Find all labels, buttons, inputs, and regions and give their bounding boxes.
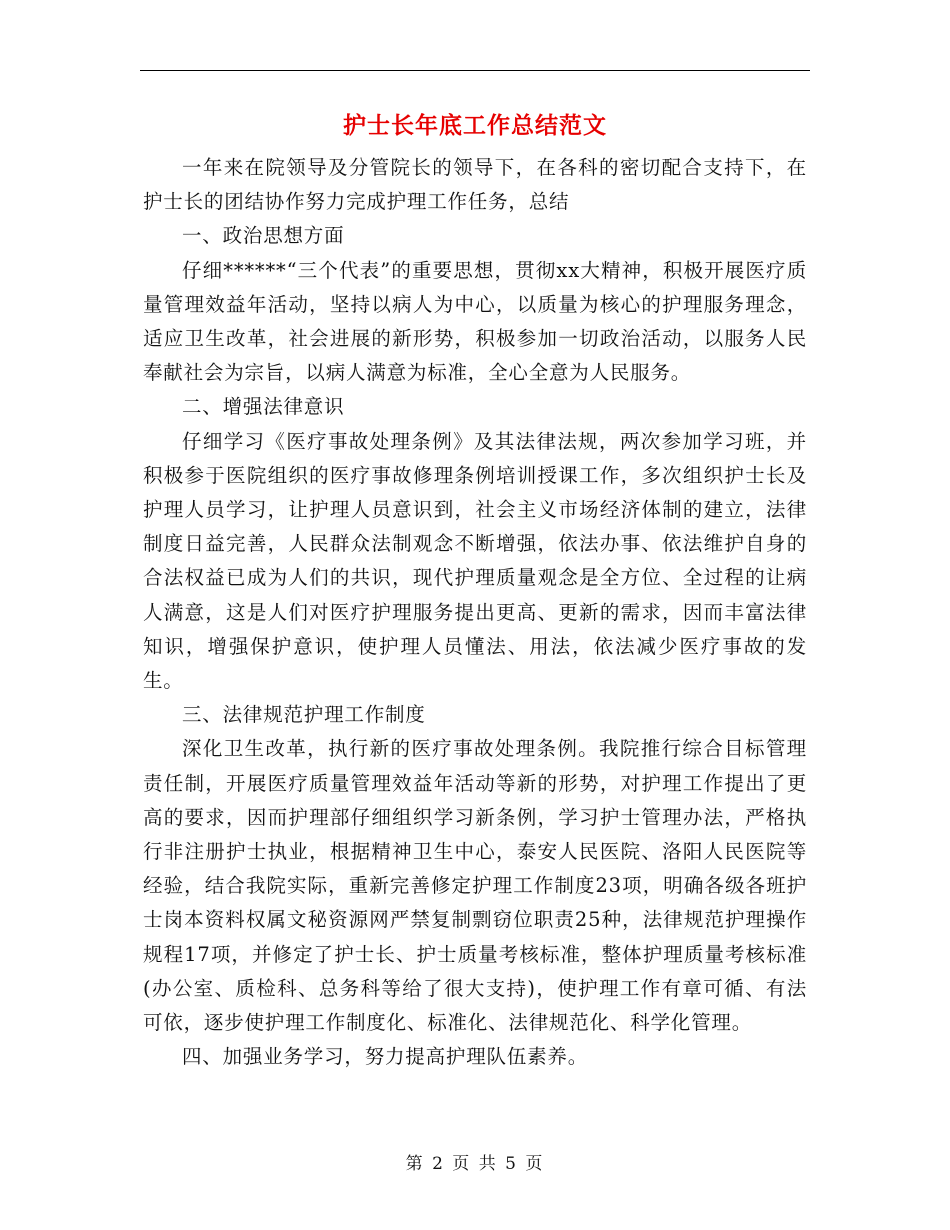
header-rule (140, 70, 810, 71)
paragraph-3: 深化卫生改革，执行新的医疗事故处理条例。我院推行综合目标管理责任制，开展医疗质量管理效益年活动等新的形势，对护理工作提出了更高的要求，因而护理部仔细组织学习新条例，学习护士管理办法，严格执行非注册护士执业，根据精神卫生中心，泰安人民医院、洛阳人民医院等经验，结合我院实际，重新完善修定护理工作制度23项，明确各级各班护士岗本资料权属文秘资源网严禁复制剽窃位职责25种，法律规范护理操作规程17项，并修定了护士长、护士质量考核标准，整体护理质量考核标准(办公室、质检科、总务科等给了很大支持)，使护理工作有章可循、有法可依，逐步使护理工作制度化、标准化、法律规范化、科学化管理。 (143, 737, 807, 1035)
paragraph-1: 仔细******“三个代表”的重要思想，贯彻xx大精神，积极开展医疗质量管理效益年活动，坚持以病人为中心，以质量为核心的护理服务理念，适应卫生改革，社会进展的新形势，积极参加一切政治活动，以服务人民奉献社会为宗旨，以病人满意为标准，全心全意为人民服务。 (143, 258, 807, 385)
page-number-footer: 第 2 页 共 5 页 (405, 1154, 545, 1174)
paragraph-2: 仔细学习《医疗事故处理条例》及其法律法规，两次参加学习班，并积极参于医院组织的医疗事故修理条例培训授课工作，多次组织护士长及护理人员学习，让护理人员意识到，社会主义市场经济体制的建立，法律制度日益完善，人民群众法制观念不断增强，依法办事、依法维护自身的合法权益已成为人们的共识，现代护理质量观念是全方位、全过程的让病人满意，这是人们对医疗护理服务提出更高、更新的需求，因而丰富法律知识，增强保护意识，使护理人员懂法、用法，依法减少医疗事故的发生。 (143, 429, 807, 693)
document-body (143, 151, 807, 1074)
section-heading-4: 四、加强业务学习，努力提高护理队伍素养。 (182, 1045, 589, 1069)
paragraph-intro: 一年来在院领导及分管院长的领导下，在各科的密切配合支持下，在护士长的团结协作努力完成护理工作任务，总结 (143, 156, 807, 214)
section-heading-1: 一、政治思想方面 (182, 224, 345, 248)
document-title: 护士长年底工作总结范文 (343, 112, 607, 139)
section-heading-3: 三、法律规范护理工作制度 (182, 703, 426, 727)
section-heading-2: 二、增强法律意识 (182, 395, 345, 419)
